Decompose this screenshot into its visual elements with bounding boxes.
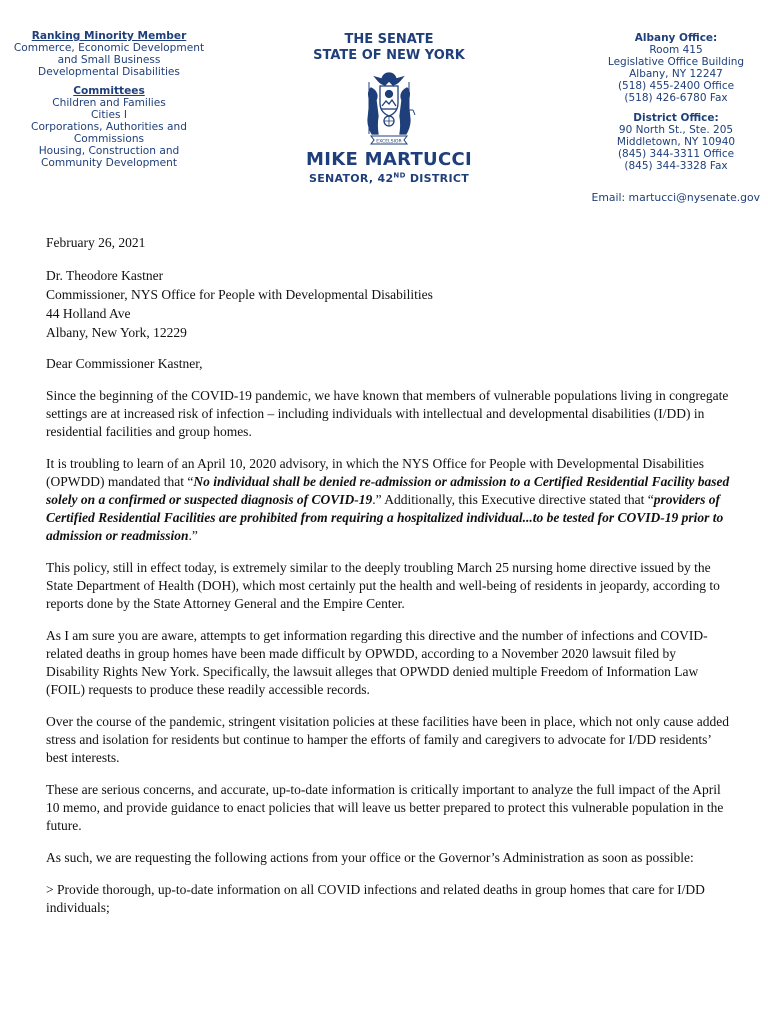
state-title: STATE OF NEW YORK (313, 48, 465, 63)
paragraph-text: Over the course of the pandemic, stringent visitation policies at these facilities have been in place, which not only cause added stress and isolation for residents but continue to hamper the efforts of family and caregivers to advocate for I/DD residents’ best interests. (46, 714, 730, 765)
senator-name: MIKE MARTUCCI (306, 149, 472, 170)
albany-office-line: (518) 455-2400 Office (617, 80, 735, 92)
committee-line: Community Development (41, 157, 177, 169)
albany-office-line: Room 415 (649, 44, 703, 56)
ranking-line: Commerce, Economic Development (13, 42, 205, 54)
letter-paragraph (46, 387, 732, 441)
district-office-line: 90 North St., Ste. 205 (618, 124, 734, 136)
paragraph-text: These are serious concerns, and accurate, up-to-date information is critically important to analyze the full impact of the April 10 memo, and provide guidance to enact policies that will leave us better prepared to protect this vulnerable population in the future. (46, 782, 724, 833)
paragraph-text: It is troubling to learn of an April 10, 2020 advisory, in which the NYS Office for People with Developmental Disabilities (OPWDD) mandated that “ (46, 456, 705, 489)
district-office-heading: District Office: (633, 112, 719, 124)
recipient-line: Commissioner, NYS Office for People with Developmental Disabilities (46, 287, 433, 302)
letter-paragraph (46, 781, 732, 835)
paragraph-text: As I am sure you are aware, attempts to get information regarding this directive and the number of infections and COVID-related deaths in group homes have been made difficult by OPWDD, according to a November 2020 lawsuit filed by Disability Rights New York. Specifically, the lawsuit alleges that OPWDD denied multiple Freedom of Information Law (FOIL) requests to produce these readily accessible records. (46, 628, 708, 697)
letter-paragraph (46, 627, 732, 699)
district-office-line: (845) 344-3328 Fax (624, 160, 728, 172)
letter-body (46, 234, 732, 931)
recipient-line: Dr. Theodore Kastner (46, 268, 164, 283)
committee-line: Children and Families (52, 97, 166, 109)
paragraph-text: This policy, still in effect today, is extremely similar to the deeply troubling March 25 nursing home directive issued by the State Department of Health (DOH), which most certainly put the health and well-being of residents in jeopardy, according to reports done by the State Attorney General and the Empire Center. (46, 560, 720, 611)
albany-office-line: Legislative Office Building (607, 56, 745, 68)
letterhead-right (590, 32, 762, 172)
emphasized-quote: No individual shall be denied re-admission or admission to a Certified Residential Facility based solely on a confirmed or suspected diagnosis of COVID-19 (46, 474, 730, 507)
paragraph-text: As such, we are requesting the following actions from your office or the Governor’s Administration as soon as possible: (46, 850, 694, 865)
albany-office-line: Albany, NY 12247 (629, 68, 723, 80)
paragraph-text: .” (188, 528, 198, 543)
senator-email: Email: martucci@nysenate.gov (591, 191, 760, 204)
district-office-line: (845) 344-3311 Office (617, 148, 735, 160)
committee-line: Commissions (73, 133, 145, 145)
letter-paragraph (46, 559, 732, 613)
albany-office-heading: Albany Office: (634, 32, 718, 44)
committee-line: Housing, Construction and (38, 145, 180, 157)
ranking-line: and Small Business (57, 54, 161, 66)
letter-paragraphs (46, 387, 732, 917)
letter-date: February 26, 2021 (46, 235, 146, 250)
albany-office-line: (518) 426-6780 Fax (624, 92, 728, 104)
district-office-line: Middletown, NY 10940 (616, 136, 736, 148)
new-york-state-seal-icon (349, 70, 429, 146)
senator-district: SENATOR, 42ND DISTRICT (308, 171, 470, 185)
letter-paragraph (46, 713, 732, 767)
letter-paragraph (46, 849, 732, 867)
paragraph-text: Since the beginning of the COVID-19 pandemic, we have known that members of vulnerable populations living in congregate settings are at increased risk of infection – including individuals with intellectual and developmental disabilities (I/DD) in residential facilities and group homes. (46, 388, 729, 439)
paragraph-text: .” Additionally, this Executive directive stated that “ (372, 492, 654, 507)
committee-line: Cities I (91, 109, 127, 121)
recipient-line: Albany, New York, 12229 (46, 325, 187, 340)
letter-paragraph (46, 455, 732, 545)
letterhead-center (290, 32, 488, 186)
letter-paragraph (46, 881, 732, 917)
committees-heading: Committees (73, 85, 145, 97)
ranking-line: Developmental Disabilities (38, 66, 180, 78)
letterhead-left (4, 30, 214, 169)
emphasized-quote: providers of Certified Residential Facilities are prohibited from requiring a hospitalized individual...to be tested for COVID-19 prior to admission or readmission (46, 492, 724, 543)
seal-banner-text: EXCELSIOR (376, 139, 402, 145)
committee-line: Corporations, Authorities and (31, 121, 187, 133)
recipient-line: 44 Holland Ave (46, 306, 131, 321)
paragraph-text: > Provide thorough, up-to-date information on all COVID infections and related deaths in group homes that care for I/DD individuals; (46, 882, 705, 915)
salutation: Dear Commissioner Kastner, (46, 356, 203, 371)
recipient-address (46, 266, 732, 342)
ranking-minority-heading: Ranking Minority Member (31, 30, 187, 42)
senate-title: THE SENATE (344, 32, 434, 47)
